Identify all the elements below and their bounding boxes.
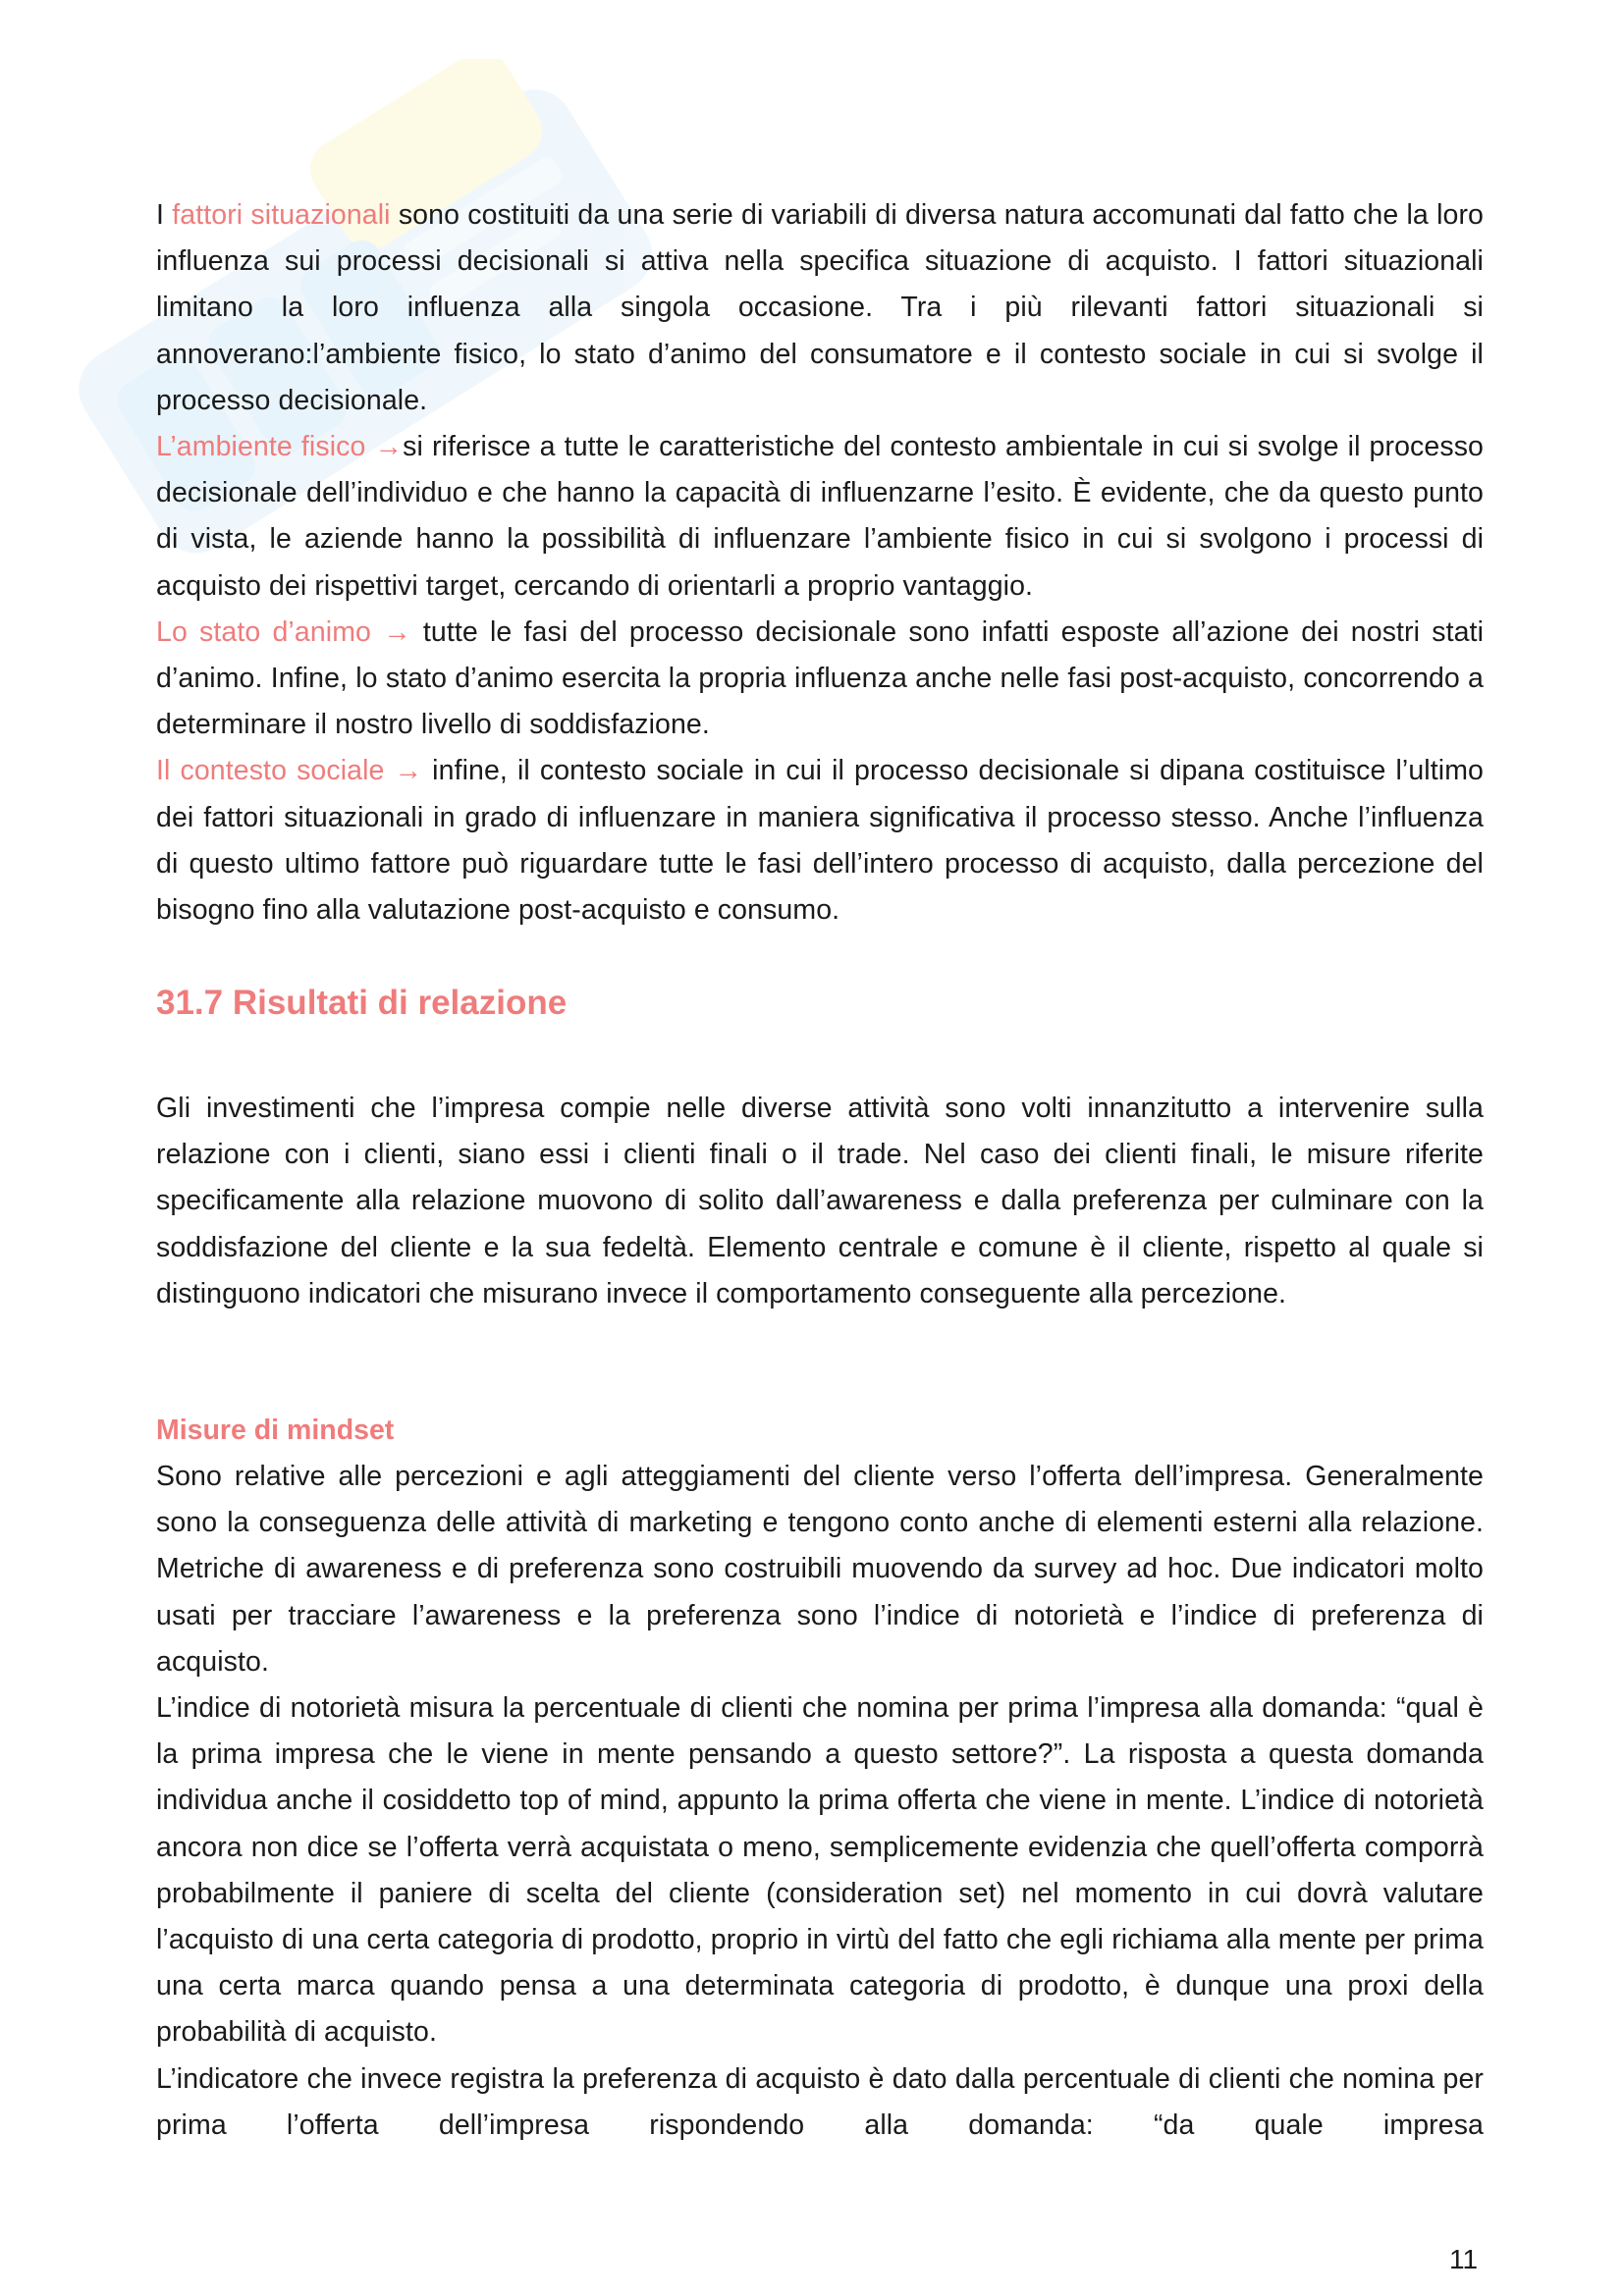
text: si riferisce a tutte le caratteristiche del contesto ambientale in cui si svolge il processo decisionale dell’individuo e che hanno la capacità di influenzarne l’esito. È evidente, che da questo punto di vista, le aziende hanno la possibilità di influenzare l’ambiente fisico in cui si svolgono i processi di acquisto dei rispettivi target, cercando di orientarli a proprio vantaggio.: [156, 431, 1484, 602]
term-fattori-situazionali: fattori situazionali: [172, 199, 391, 231]
term-ambiente-fisico: L’ambiente fisico: [156, 431, 375, 463]
arrow-right-icon: →: [383, 615, 411, 648]
text: I: [156, 199, 173, 231]
arrow-right-icon: →: [394, 755, 423, 787]
section-heading: 31.7 Risultati di relazione: [156, 984, 568, 1022]
text: infine, il contesto sociale in cui il processo decisionale si dipana costituisce l’ultimo dei fattori situazionali in grado di influenzare in maniera significativa il processo stesso. Anche l’influenza di questo ultimo fattore può riguardare tutte le fasi dell’intero processo di acquisto, dalla percezione del bisogno fino alla valutazione post-acquisto e consumo.: [156, 755, 1484, 927]
section-risultati-relazione: [156, 1086, 1484, 1317]
text: sono costituiti da una serie di variabili di diversa natura accomunati dal fatto che la loro influenza sui processi decisionali si attiva nella specifica situazione di acquisto. I fattori situazionali limitano la loro influenza alla singola occasione. Tra i più rilevanti fattori situazionali si annoverano:l’ambiente fisico, lo stato d’animo del consumatore e il contesto sociale in cui si svolge il processo decisionale.: [156, 199, 1484, 416]
arrow-right-icon: →: [374, 431, 404, 463]
paragraph-stato-animo: [156, 610, 1484, 749]
paragraph-ambiente-fisico: [156, 424, 1484, 610]
section-misure-mindset: [156, 1454, 1484, 2149]
section-fattori-situazionali: [156, 192, 1484, 934]
text: tutte le fasi del processo decisionale sono infatti esposte all’azione dei nostri stati d’animo. Infine, lo stato d’animo esercita la propria influenza anche nelle fasi post-acquisto, concorrendo a determinare il nostro livello di soddisfazione.: [156, 615, 1484, 741]
paragraph-indice-notorieta: L’indice di notorietà misura la percentuale di clienti che nomina per prima l’impresa alla domanda: “qual è la prima impresa che le viene in mente pensando a questo settore?”. La risposta a questa domanda individua anche il cosiddetto top of mind, appunto la prima offerta che viene in mente. L’indice di notorietà ancora non dice se l’offerta verrà acquistata o meno, semplicemente evidenzia che quell’offerta comporrà probabilmente il paniere di scelta del cliente (consideration set) nel momento in cui dovrà valutare l’acquisto di una certa categoria di prodotto, proprio in virtù del fatto che egli richiama alla mente per prima una certa marca quando pensa a una determinata categoria di prodotto, è dunque una proxi della probabilità di acquisto.: [156, 1692, 1484, 2049]
term-contesto-sociale: Il contesto sociale: [156, 755, 395, 787]
paragraph-percezioni: Sono relative alle percezioni e agli atteggiamenti del cliente verso l’offerta dell’impresa. Generalmente sono la conseguenza delle attività di marketing e tengono conto anche di elementi esterni alla relazione. Metriche di awareness e di preferenza sono costruibili muovendo da survey ad hoc. Due indicatori molto usati per tracciare l’awareness e la preferenza sono l’indice di notorietà e l’indice di preferenza di acquisto.: [156, 1461, 1484, 1678]
paragraph-investimenti: Gli investimenti che l’impresa compie nelle diverse attività sono volti innanzitutto a intervenire sulla relazione con i clienti, siano essi i clienti finali o il trade. Nel caso dei clienti finali, le misure riferite specificamente alla relazione muovono di solito dall’awareness e dalla preferenza per culminare con la soddisfazione del cliente e la sua fedeltà. Elemento centrale e comune è il cliente, rispetto al quale si distinguono indicatori che misurano invece il comportamento conseguente alla percezione.: [156, 1093, 1484, 1309]
page-number: 11: [1449, 2244, 1479, 2274]
term-stato-animo: Lo stato d’animo: [156, 615, 384, 648]
paragraph-contesto-sociale: [156, 748, 1484, 934]
paragraph-indicatore-preferenza: L’indicatore che invece registra la preferenza di acquisto è dato dalla percentuale di clienti che nomina per prima l’offerta dell’impresa rispondendo alla domanda: “da quale impresa: [156, 2062, 1484, 2141]
paragraph-fattori-situazionali: [156, 192, 1484, 424]
subheading-misure-mindset: Misure di mindset: [156, 1415, 395, 1446]
